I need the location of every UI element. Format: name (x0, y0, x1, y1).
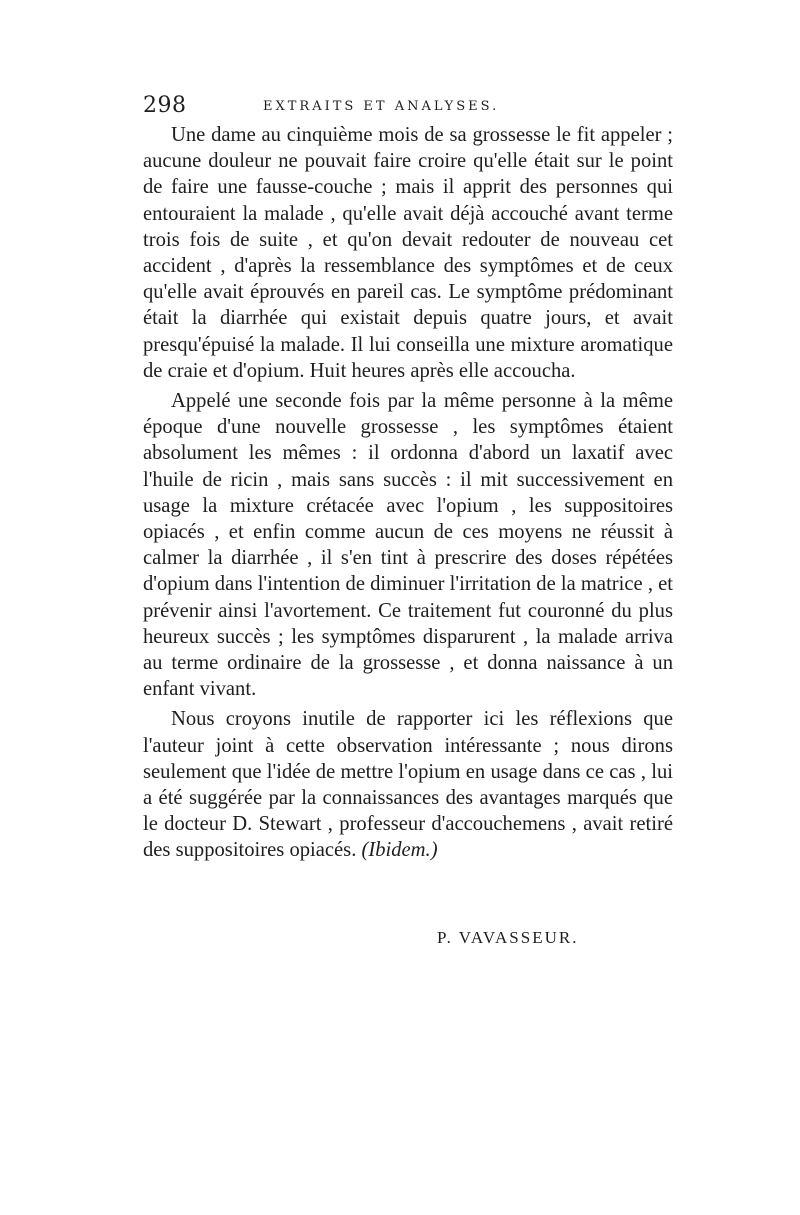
source-citation: (Ibidem.) (361, 839, 438, 862)
author-signature: P. VAVASSEUR. (437, 928, 579, 947)
running-title: EXTRAITS ET ANALYSES. (263, 99, 500, 114)
paragraph-first-text: Une dame au cinquième mois de sa grossesse le fit appeler ; aucune douleur ne pouvait faire croire qu'elle était sur le point de faire une fausse-couche ; mais il apprit des personnes qui entouraient la malade , qu'elle avait déjà accouché avant terme trois fois de suite , et qu'on devait redouter de nouveau cet accident , d'après la ressemblance des symptômes et de ceux qu'elle avait éprouvés en pareil cas. Le symptôme prédominant était la diarrhée qui existait depuis quatre jours, et avait presqu'épuisé la malade. Il lui conseilla une mixture aromatique de craie et d'opium. Huit heures après elle accoucha. (143, 124, 673, 382)
body-text (143, 122, 673, 864)
paragraph-third (143, 706, 673, 863)
paragraph-third-text: Nous croyons inutile de rapporter ici les réflexions que l'auteur joint à cette observation intéressante ; nous dirons seulement que l'idée de mettre l'opium en usage dans ce cas , lui a été suggérée par la connaissances des avantages marqués que le docteur D. Stewart , professeur d'accouchemens , avait retiré des suppositoires opiacés. (143, 708, 673, 862)
paragraph-second (143, 388, 673, 702)
page-number: 298 (143, 93, 187, 118)
page-header (143, 93, 673, 123)
paragraph-first (143, 122, 673, 384)
paragraph-second-text: Appelé une seconde fois par la même personne à la même époque d'une nouvelle grossesse , les symptômes étaient absolument les mêmes : il ordonna d'abord un laxatif avec l'huile de ricin , mais sans succès : il mit successivement en usage la mixture crétacée avec l'opium , les suppositoires opiacés , et enfin comme aucun de ces moyens ne réussit à calmer la diarrhée , il s'en tint à prescrire des doses répétées d'opium dans l'intention de diminuer l'irritation de la matrice , et prévenir ainsi l'avortement. Ce traitement fut couronné du plus heureux succès ; les symptômes disparurent , la malade arriva au terme ordinaire de la grossesse , et donna naissance à un enfant vivant. (143, 390, 673, 701)
